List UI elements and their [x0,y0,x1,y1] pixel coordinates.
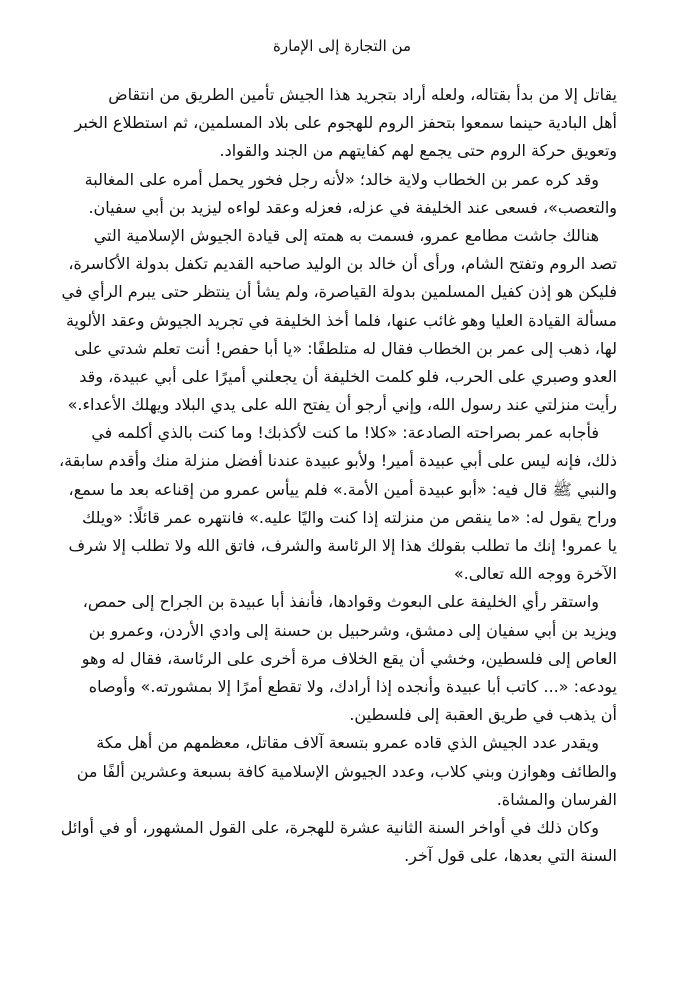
text-line: مسألة القيادة العليا وهو غائب عنها، فلما أخذ الخليفة في تجريد الجيوش وعقد الألوية [65,310,617,330]
text-line: أن يذهب في طريق العقبة إلى فلسطين. [349,705,617,725]
paragraph-start-line: وقد كره عمر بن الخطاب ولاية خالد؛ «لأنه رجل فخور يحمل أمره على المغالبة [84,169,599,189]
text-line: والطائف وهوازن وبني كلاب، وعدد الجيوش الإسلامية كافة بسبعة وعشرين ألفًا من [76,761,617,781]
text-line: يا عمرو! إنك ما تطلب بقولك هذا إلا الرئاسة والشرف، فاتق الله ولا تطلب إلا شرف [68,536,617,555]
text-line: السنة التي بعدها، على قول آخر. [404,846,617,866]
text-line: وتعويق حركة الروم حتى يجمع لهم كفايتهم من الجند والقواد. [219,141,617,161]
text-line: رأيت منزلتي عند رسول الله، وإني أرجو أن يفتح الله على يدي البلاد ويهلك الأعداء.» [67,395,617,415]
text-line: أهل البادية حينما سمعوا بتحفز الروم للهجوم على بلاد المسلمين، ثم استطلاع الخبر [74,113,617,133]
paragraph-start-line: واستقر رأي الخليفة على البعوث وقوادها، فأنفذ أبا عبيدة بن الجراح إلى حمص، [82,592,599,612]
paragraph-start-line: فأجابه عمر بصراحته الصادعة: «كلا! ما كنت لأكذبك! وما كنت بالذي أكلمه في [91,423,599,443]
text-line: لها، ذهب إلى عمر بن الخطاب فقال له متلطفًا: «يا أبا حفص! أنت تعلم شدتي على [74,338,617,358]
paragraph-start-line: وكان ذلك في أواخر السنة الثانية عشرة للهجرة، على القول المشهور، أو في أوائل [60,817,599,837]
text-line: العدو وصبري على الحرب، فلو كلمت الخليفة أن يجعلني أميرًا على أبي عبيدة، وقد [79,366,617,386]
text-line: يودعه: «... كاتب أبا عبيدة وأنجده إذا أرادك، ولا تقطع أمرًا إلا بمشورته.» وأوصاه [88,676,617,696]
running-header: من التجارة إلى الإمارة [272,37,412,55]
paragraph-start-line: هنالك جاشت مطامع عمرو، فسمت به همته إلى قيادة الجيوش الإسلامية التي [93,225,599,245]
body-text [57,81,617,870]
text-line: فليكن هو إذن كفيل المسلمين بدولة القياصرة، ولم يشأ أن ينتظر حتى يبرم الرأي في [61,282,617,302]
text-line: ذلك، فإنه ليس على أبي عبيدة أمير! ولأبو عبيدة عندنا أفضل منزلة منك وأقدم سابقة، [59,451,617,471]
text-line: تصد الروم وتفتح الشام، ورأى أن خالد بن الوليد صاحبه القديم تكفل بدولة الأكاسرة، [68,254,617,274]
text-line: العاص إلى فلسطين، وخشي أن يقع الخلاف مرة أخرى على الرئاسة، فقال له وهو [81,648,617,668]
paragraph-start-line: ويقدر عدد الجيش الذي قاده عمرو بتسعة آلاف مقاتل، معظمهم من أهل مكة [96,733,599,753]
text-line: يقاتل إلا من بدأ بقتاله، ولعله أراد بتجريد هذا الجيش تأمين الطريق من انتقاض [108,85,617,104]
text-line: الآخرة ووجه الله تعالى.» [453,564,617,584]
text-line: وراح يقول له: «ما ينقص من منزلته إذا كنت واليًا عليه.» فانتهره عمر قائلًا: «ويلك [82,507,617,527]
text-line: والتعصب»، فسعى عند الخليفة في عزله، فعزله وعقد لواءه ليزيد بن أبي سفيان. [88,197,617,217]
text-line: الفرسان والمشاة. [496,789,617,809]
text-line: ويزيد بن أبي سفيان إلى دمشق، وشرحبيل بن حسنة إلى وادي الأردن، وعمرو بن [88,620,617,640]
text-line: والنبي ﷺ قال فيه: «أبو عبيدة أمين الأمة.» فلم ييأس عمرو من إقناعه بعد ما سمع، [68,479,617,499]
